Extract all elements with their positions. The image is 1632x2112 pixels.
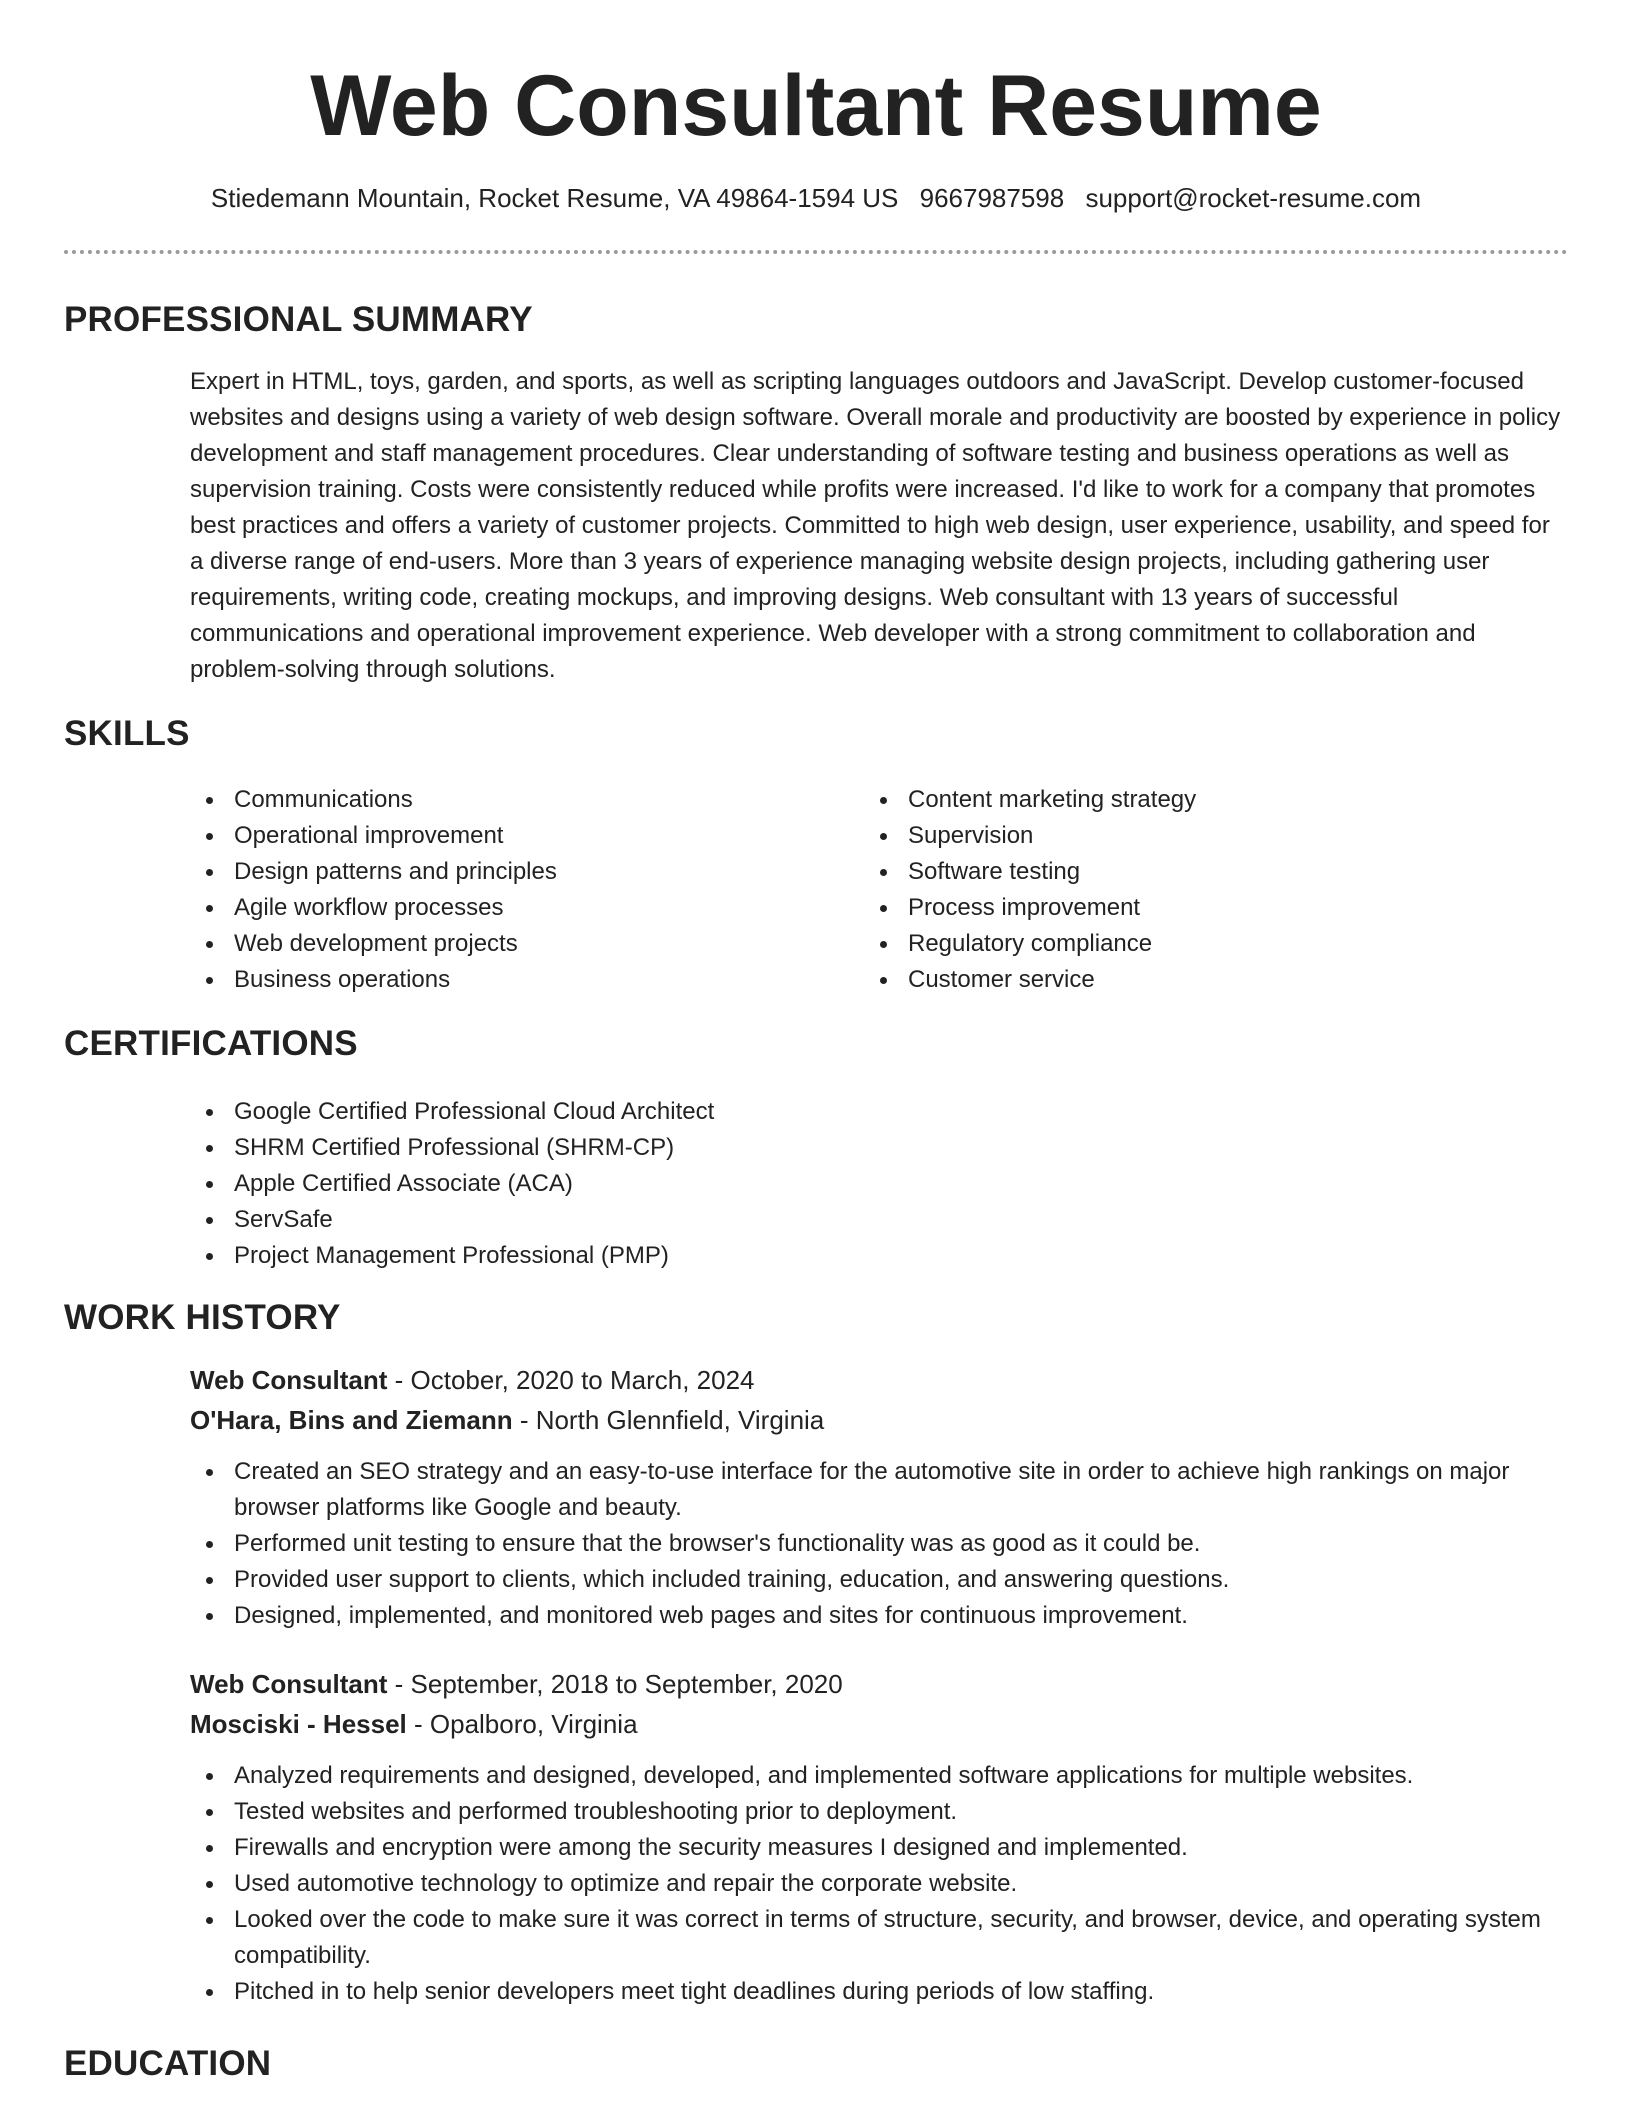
skill-item: Software testing	[864, 854, 1196, 890]
skill-item: Process improvement	[864, 890, 1196, 926]
job-bullet: Tested websites and performed troubleshooting prior to deployment.	[190, 1794, 1568, 1830]
skill-item: Communications	[190, 782, 557, 818]
job-location: - North Glennfield, Virginia	[512, 1405, 825, 1435]
skill-item: Operational improvement	[190, 818, 557, 854]
skill-item: Regulatory compliance	[864, 926, 1196, 962]
job-title: Web Consultant	[190, 1669, 388, 1699]
job-entry	[190, 1664, 1568, 2010]
job-bullet: Performed unit testing to ensure that the browser's functionality was as good as it could be.	[190, 1526, 1568, 1562]
certification-item: ServSafe	[190, 1202, 714, 1238]
job-bullets	[190, 1454, 1568, 1634]
job-bullets	[190, 1758, 1568, 2010]
header-divider	[64, 250, 1568, 254]
skill-item: Content marketing strategy	[864, 782, 1196, 818]
contact-email: support@rocket-resume.com	[1085, 183, 1422, 213]
skill-item: Web development projects	[190, 926, 557, 962]
certifications-heading: CERTIFICATIONS	[64, 1024, 358, 1063]
job-bullet: Created an SEO strategy and an easy-to-use interface for the automotive site in order to achieve high rankings on major browser platforms like Google and beauty.	[190, 1454, 1568, 1526]
job-company: O'Hara, Bins and Ziemann	[190, 1405, 513, 1435]
summary-text: Expert in HTML, toys, garden, and sports, as well as scripting languages outdoors and JavaScript. Develop customer-focused websites and designs using a variety of web design software. Overall morale and productivity are boosted by experience in policy development and staff management procedures. Clear understanding of software testing and business operations as well as supervision training. Costs were consistently reduced while profits were increased. I'd like to work for a company that promotes best practices and offers a variety of customer projects. Committed to high web design, user experience, usability, and speed for a diverse range of end-users. More than 3 years of experience managing website design projects, including gathering user requirements, writing code, creating mockups, and improving designs. Web consultant with 13 years of successful communications and operational improvement experience. Web developer with a strong commitment to collaboration and problem-solving through solutions.	[190, 368, 1561, 683]
skill-item: Business operations	[190, 962, 557, 998]
job-bullet: Designed, implemented, and monitored web pages and sites for continuous improvement.	[190, 1598, 1568, 1634]
job-bullet: Analyzed requirements and designed, developed, and implemented software applications for multiple websites.	[190, 1758, 1568, 1794]
certifications-list	[190, 1094, 714, 1274]
job-title: Web Consultant	[190, 1365, 388, 1395]
skills-list-right	[864, 782, 1196, 998]
certification-item: Apple Certified Associate (ACA)	[190, 1166, 714, 1202]
job-bullet: Pitched in to help senior developers meet tight deadlines during periods of low staffing.	[190, 1974, 1568, 2010]
job-bullet: Provided user support to clients, which included training, education, and answering questions.	[190, 1562, 1568, 1598]
work-history-heading: WORK HISTORY	[64, 1298, 341, 1337]
job-location: - Opalboro, Virginia	[406, 1709, 638, 1739]
job-bullet: Looked over the code to make sure it was correct in terms of structure, security, and browser, device, and operating system compatibility.	[190, 1902, 1568, 1974]
skills-heading: SKILLS	[64, 714, 190, 753]
certification-item: Project Management Professional (PMP)	[190, 1238, 714, 1274]
job-bullet: Firewalls and encryption were among the security measures I designed and implemented.	[190, 1830, 1568, 1866]
contact-line	[64, 180, 1568, 216]
job-title-line	[190, 1360, 1568, 1400]
job-company: Mosciski - Hessel	[190, 1709, 407, 1739]
resume-title: Web Consultant Resume	[310, 58, 1322, 154]
contact-address: Stiedemann Mountain, Rocket Resume, VA 49864-1594 US	[210, 183, 899, 213]
skills-list-left	[190, 782, 557, 998]
job-title-line	[190, 1664, 1568, 1704]
certification-item: SHRM Certified Professional (SHRM-CP)	[190, 1130, 714, 1166]
skill-item: Design patterns and principles	[190, 854, 557, 890]
job-company-line	[190, 1704, 1568, 1744]
skill-item: Agile workflow processes	[190, 890, 557, 926]
education-heading: EDUCATION	[64, 2044, 272, 2083]
certification-item: Google Certified Professional Cloud Architect	[190, 1094, 714, 1130]
job-dates: - October, 2020 to March, 2024	[387, 1365, 755, 1395]
skill-item: Customer service	[864, 962, 1196, 998]
job-entry	[190, 1360, 1568, 1634]
contact-phone: 9667987598	[919, 183, 1065, 213]
summary-heading: PROFESSIONAL SUMMARY	[64, 300, 533, 339]
job-dates: - September, 2018 to September, 2020	[387, 1669, 843, 1699]
job-bullet: Used automotive technology to optimize and repair the corporate website.	[190, 1866, 1568, 1902]
skill-item: Supervision	[864, 818, 1196, 854]
job-company-line	[190, 1400, 1568, 1440]
